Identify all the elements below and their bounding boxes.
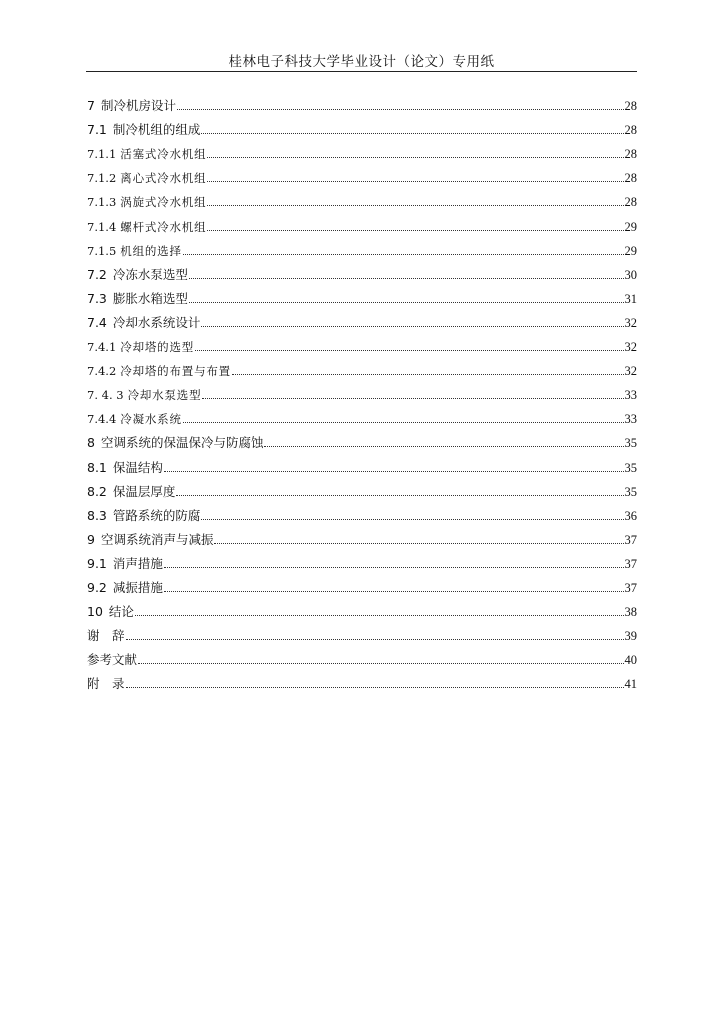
toc-section-title: 附 录 xyxy=(87,676,125,692)
toc-section-title: 制冷机房设计 xyxy=(100,98,176,114)
toc-entry[interactable] xyxy=(87,186,637,210)
toc-dot-leader xyxy=(232,374,624,375)
toc-page-number: 32 xyxy=(624,364,637,379)
toc-page-number: 36 xyxy=(624,508,637,523)
toc-section-title: 消声措施 xyxy=(112,555,163,571)
toc-dot-leader xyxy=(164,591,624,592)
toc-page-number: 28 xyxy=(624,171,637,186)
header-divider xyxy=(86,71,637,72)
toc-entry-label xyxy=(87,387,201,403)
toc-section-number: 7.4.1 xyxy=(87,340,117,355)
toc-section-title: 制冷机组的组成 xyxy=(112,122,201,138)
toc-entry-label xyxy=(87,650,137,668)
toc-dot-leader xyxy=(189,278,624,279)
toc-section-title: 保温层厚度 xyxy=(112,483,176,499)
toc-entry[interactable] xyxy=(87,668,637,692)
toc-entry-label xyxy=(87,458,163,476)
toc-section-title: 冷却塔的选型 xyxy=(120,340,195,355)
toc-page-number: 33 xyxy=(624,388,637,403)
toc-dot-leader xyxy=(202,398,623,399)
toc-section-number: 7.4.2 xyxy=(87,364,117,379)
toc-section-number: 7.1.4 xyxy=(87,219,117,234)
toc-dot-leader xyxy=(207,205,623,206)
toc-dot-leader xyxy=(164,567,624,568)
toc-page-number: 35 xyxy=(624,460,637,475)
toc-page-number: 40 xyxy=(624,653,637,668)
toc-entry-label xyxy=(87,219,206,235)
toc-entry[interactable] xyxy=(87,572,637,596)
table-of-contents xyxy=(87,90,637,692)
toc-page-number: 33 xyxy=(624,412,637,427)
toc-section-number: 7.1.5 xyxy=(87,243,117,258)
toc-section-number: 10 xyxy=(87,604,103,620)
toc-entry[interactable] xyxy=(87,596,637,620)
toc-section-title: 冷却塔的布置与布置 xyxy=(120,364,231,379)
toc-page-number: 35 xyxy=(624,436,637,451)
toc-entry-label xyxy=(87,530,213,548)
toc-entry-label xyxy=(87,602,134,620)
toc-page-number: 30 xyxy=(624,267,637,282)
toc-entry[interactable] xyxy=(87,451,637,475)
toc-page-number: 37 xyxy=(624,556,637,571)
toc-section-number: 8.1 xyxy=(87,459,107,475)
toc-page-number: 35 xyxy=(624,484,637,499)
toc-dot-leader xyxy=(183,254,624,255)
toc-entry-label xyxy=(87,339,194,355)
toc-page-number: 37 xyxy=(624,580,637,595)
toc-section-number: 7.1 xyxy=(87,122,107,138)
toc-entry[interactable] xyxy=(87,114,637,138)
toc-page-number: 29 xyxy=(624,219,637,234)
toc-page-number: 38 xyxy=(624,605,637,620)
toc-section-number: 7.4.4 xyxy=(87,412,117,427)
toc-dot-leader xyxy=(207,181,623,182)
toc-section-title: 冷却水系统设计 xyxy=(112,314,201,330)
toc-section-number: 8.3 xyxy=(87,507,107,523)
toc-section-number: 9.1 xyxy=(87,555,107,571)
toc-section-number: 7.1.3 xyxy=(87,195,117,210)
toc-entry-label xyxy=(87,265,188,283)
toc-dot-leader xyxy=(201,519,623,520)
toc-dot-leader xyxy=(126,687,624,688)
toc-section-title: 谢 辞 xyxy=(87,628,125,644)
toc-section-number: 7.1.2 xyxy=(87,171,117,186)
toc-entry-label xyxy=(87,194,206,210)
toc-entry-label xyxy=(87,411,182,427)
toc-entry[interactable] xyxy=(87,427,637,451)
toc-section-number: 7.3 xyxy=(87,290,107,306)
toc-entry[interactable] xyxy=(87,620,637,644)
toc-entry[interactable] xyxy=(87,235,637,259)
toc-entry[interactable] xyxy=(87,644,637,668)
toc-section-title: 保温结构 xyxy=(112,459,163,475)
toc-section-title: 冷凝水系统 xyxy=(120,412,182,427)
toc-section-title: 结论 xyxy=(108,604,134,620)
toc-page-number: 32 xyxy=(624,315,637,330)
toc-dot-leader xyxy=(264,446,623,447)
toc-entry[interactable] xyxy=(87,307,637,331)
toc-section-title: 机组的选择 xyxy=(120,243,182,258)
toc-page-number: 41 xyxy=(624,677,637,692)
toc-page-number: 31 xyxy=(624,291,637,306)
toc-section-number: 7. 4. 3 xyxy=(87,388,124,403)
toc-section-title: 空调系统消声与减振 xyxy=(100,531,214,547)
toc-entry-label xyxy=(87,289,188,307)
toc-section-title: 减振措施 xyxy=(112,579,163,595)
toc-page-number: 29 xyxy=(624,243,637,258)
toc-dot-leader xyxy=(135,615,624,616)
toc-section-number: 7.1.1 xyxy=(87,147,117,162)
toc-section-title: 参考文献 xyxy=(87,652,138,668)
toc-entry-label xyxy=(87,554,163,572)
page-header-title: 桂林电子科技大学毕业设计（论文）专用纸 xyxy=(228,54,495,70)
toc-entry[interactable] xyxy=(87,355,637,379)
toc-section-number: 7.4 xyxy=(87,314,107,330)
toc-entry[interactable] xyxy=(87,283,637,307)
toc-entry-label xyxy=(87,96,176,114)
toc-dot-leader xyxy=(207,157,623,158)
toc-entry[interactable] xyxy=(87,548,637,572)
toc-dot-leader xyxy=(201,326,623,327)
toc-entry[interactable] xyxy=(87,403,637,427)
toc-entry-label xyxy=(87,313,200,331)
toc-dot-leader xyxy=(214,543,623,544)
toc-page-number: 28 xyxy=(624,147,637,162)
toc-dot-leader xyxy=(176,495,623,496)
toc-dot-leader xyxy=(164,471,624,472)
toc-entry-label xyxy=(87,363,231,379)
toc-entry[interactable] xyxy=(87,379,637,403)
toc-entry[interactable] xyxy=(87,331,637,355)
toc-page-number: 28 xyxy=(624,99,637,114)
toc-section-title: 膨胀水箱选型 xyxy=(112,290,188,306)
toc-entry-label xyxy=(87,243,182,259)
toc-entry-label xyxy=(87,433,263,451)
toc-entry[interactable] xyxy=(87,524,637,548)
toc-page-number: 39 xyxy=(624,629,637,644)
toc-entry-label xyxy=(87,674,125,692)
toc-section-number: 7 xyxy=(87,98,95,114)
toc-entry[interactable] xyxy=(87,162,637,186)
toc-dot-leader xyxy=(183,422,624,423)
toc-entry-label xyxy=(87,626,125,644)
toc-section-title: 冷冻水泵选型 xyxy=(112,266,188,282)
toc-dot-leader xyxy=(195,350,623,351)
toc-dot-leader xyxy=(207,230,623,231)
toc-section-title: 活塞式冷水机组 xyxy=(120,147,207,162)
toc-dot-leader xyxy=(126,639,624,640)
toc-section-title: 螺杆式冷水机组 xyxy=(120,219,207,234)
toc-entry-label xyxy=(87,482,175,500)
toc-section-number: 7.2 xyxy=(87,266,107,282)
toc-entry[interactable] xyxy=(87,259,637,283)
toc-entry[interactable] xyxy=(87,90,637,114)
toc-entry-label xyxy=(87,146,206,162)
toc-entry[interactable] xyxy=(87,476,637,500)
toc-entry[interactable] xyxy=(87,500,637,524)
toc-page-number: 28 xyxy=(624,123,637,138)
toc-section-title: 空调系统的保温保冷与防腐蚀 xyxy=(100,435,264,451)
toc-entry-label xyxy=(87,170,206,186)
toc-dot-leader xyxy=(138,663,623,664)
toc-dot-leader xyxy=(189,302,624,303)
toc-dot-leader xyxy=(201,133,623,134)
toc-section-title: 管路系统的防腐 xyxy=(112,507,201,523)
toc-page-number: 32 xyxy=(624,340,637,355)
toc-entry[interactable] xyxy=(87,210,637,234)
toc-page-number: 37 xyxy=(624,532,637,547)
toc-section-title: 涡旋式冷水机组 xyxy=(120,195,207,210)
toc-section-title: 冷却水泵选型 xyxy=(127,388,202,403)
toc-section-number: 9 xyxy=(87,531,95,547)
toc-entry-label xyxy=(87,578,163,596)
toc-section-title: 离心式冷水机组 xyxy=(120,171,207,186)
toc-entry-label xyxy=(87,506,200,524)
toc-section-number: 8 xyxy=(87,435,95,451)
toc-section-number: 9.2 xyxy=(87,579,107,595)
toc-dot-leader xyxy=(177,109,624,110)
toc-page-number: 28 xyxy=(624,195,637,210)
toc-entry-label xyxy=(87,120,200,138)
toc-section-number: 8.2 xyxy=(87,483,107,499)
toc-entry[interactable] xyxy=(87,138,637,162)
